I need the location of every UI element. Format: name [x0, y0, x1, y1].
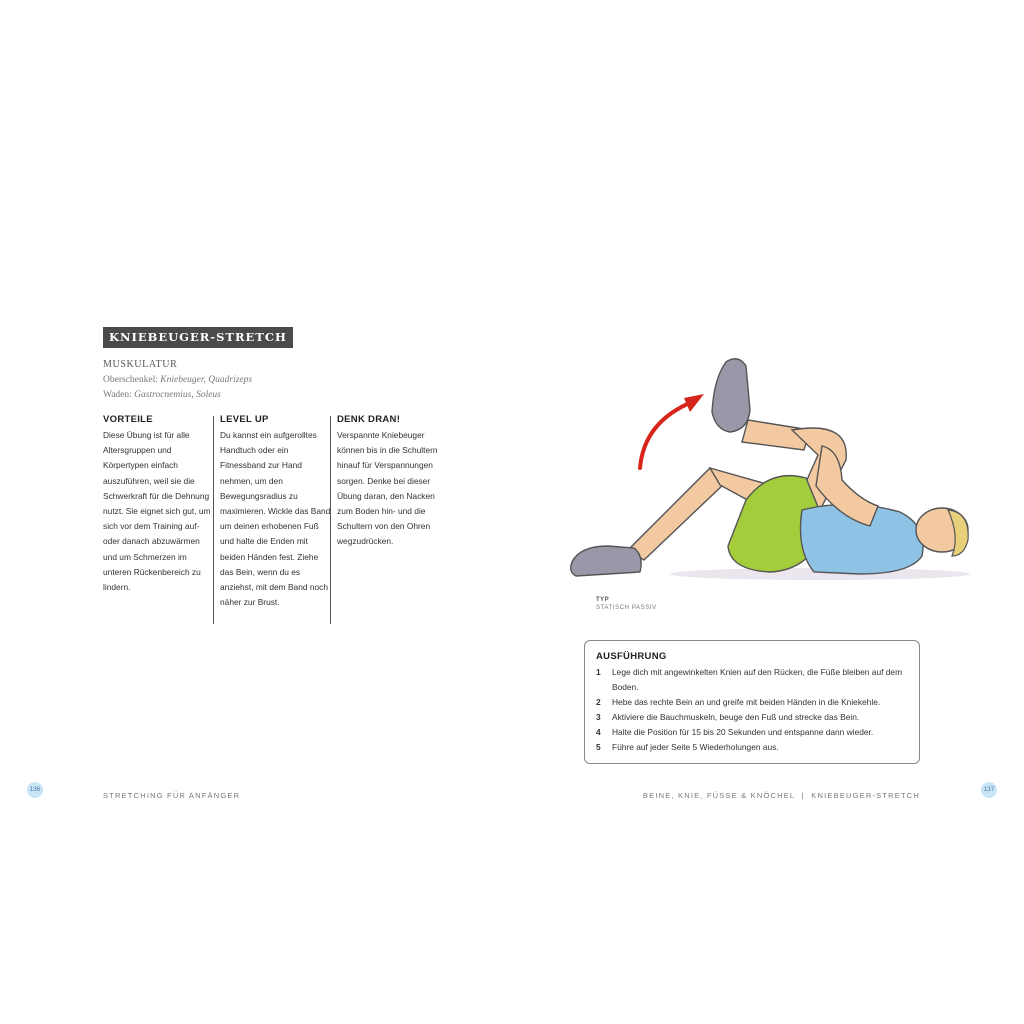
- execution-box: [584, 640, 920, 764]
- column-level-up-heading: LEVEL UP: [220, 414, 269, 425]
- column-remember-heading: DENK DRAN!: [337, 414, 401, 425]
- step-text: Hebe das rechte Bein an und greife mit beiden Händen in die Kniekehle.: [612, 697, 881, 707]
- footer-right: BEINE, KNIE, FÜSSE & KNÖCHEL | KNIEBEUGER-STRETCH: [642, 791, 920, 800]
- right-shoe: [712, 359, 750, 432]
- column-divider-2: [330, 416, 331, 624]
- exercise-illustration: [560, 350, 980, 590]
- column-benefits-heading: VORTEILE: [103, 414, 153, 425]
- column-remember: [337, 414, 449, 550]
- muscles-thigh-prefix: Oberschenkel:: [103, 375, 161, 385]
- execution-step: [596, 695, 914, 710]
- curved-arrow-icon: [640, 402, 692, 468]
- muscles-thigh-value: Kniebeuger, Quadrizeps: [160, 375, 253, 385]
- muscles-line-thigh: [103, 375, 252, 385]
- execution-step: [596, 665, 914, 695]
- type-label: TYP: [596, 597, 610, 603]
- execution-step: [596, 710, 914, 725]
- left-shoe: [571, 546, 641, 576]
- type-value: STATISCH PASSIV: [596, 605, 657, 611]
- step-text: Halte die Position für 15 bis 20 Sekunden und entspanne dann wieder.: [612, 727, 874, 737]
- left-shin: [628, 468, 726, 560]
- title-badge: KNIEBEUGER-STRETCH: [103, 327, 293, 348]
- muscles-calf-prefix: Waden:: [103, 390, 135, 400]
- execution-heading: AUSFÜHRUNG: [596, 651, 667, 662]
- step-text: Aktiviere die Bauchmuskeln, beuge den Fuß und strecke das Bein.: [612, 712, 860, 722]
- page-number-right: 137: [981, 782, 997, 798]
- step-number: 1: [596, 667, 601, 677]
- column-divider-1: [213, 416, 214, 624]
- execution-step: [596, 725, 914, 740]
- curved-arrow-head: [684, 394, 704, 412]
- column-benefits-text: Diese Übung ist für alle Altersgruppen und Körpertypen einfach auszuführen, weil sie die Schwerkraft für die Dehnung nutzt. Sie eignet sich gut, um sich vor dem Training auf- oder danach abzuwärmen und um Schmerzen im unteren Rückenbereich zu lindern.: [103, 430, 211, 593]
- muscles-calf-value: Gastrocnemius, Soleus: [134, 390, 221, 400]
- column-benefits: [103, 414, 215, 595]
- column-remember-text: Verspannte Kniebeuger können bis in die Schultern hinauf für Verspannungen sorgen. Denke bei dieser Übung daran, den Nacken zum Boden hin- und die Schultern von den Ohren wegzudrücken.: [337, 430, 438, 547]
- step-number: 5: [596, 742, 601, 752]
- step-number: 3: [596, 712, 601, 722]
- execution-step: [596, 740, 914, 755]
- page-number-left: 136: [27, 782, 43, 798]
- step-text: Lege dich mit angewinkelten Knien auf den Rücken, die Füße bleiben auf dem Boden.: [612, 667, 903, 692]
- column-level-up: [220, 414, 332, 610]
- muscles-line-calf: [103, 390, 221, 400]
- step-number: 4: [596, 727, 601, 737]
- muscles-heading: MUSKULATUR: [103, 359, 178, 370]
- footer-left: STRETCHING FÜR ANFÄNGER: [103, 791, 241, 800]
- step-text: Führe auf jeder Seite 5 Wiederholungen aus.: [612, 742, 779, 752]
- column-level-up-text: Du kannst ein aufgerolltes Handtuch oder ein Fitnessband zur Hand nehmen, um den Bewegungsradius zu maximieren. Wickle das Band um deinen erhobenen Fuß und halte die Enden mit beiden Händen fest. Ziehe das Bein, wenn du es anziehst, mit dem Band noch näher zur Brust.: [220, 430, 331, 608]
- step-number: 2: [596, 697, 601, 707]
